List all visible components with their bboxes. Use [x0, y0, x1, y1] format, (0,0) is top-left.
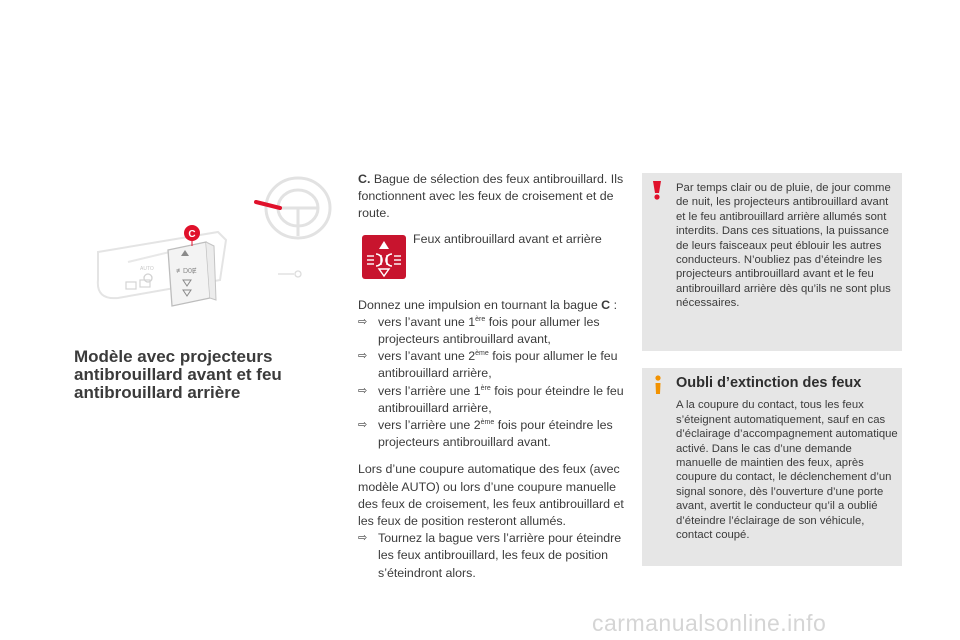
- front-rear-fog-light-icon: [362, 235, 406, 279]
- ordinal-suffix: ème: [475, 350, 489, 358]
- caption-paragraph: [358, 171, 626, 223]
- auto-paragraph: Lors d’une coupure automatique des feux (avec modèle AUTO) ou lors d’une coupure manuelle des feux de croisement, les feux antibrouillard et les feux de position resteront allumés.: [358, 462, 624, 529]
- caption-text: Bague de sélection des feux antibrouillard. Ils fonctionnent avec les feux de croisement et de route.: [358, 172, 624, 221]
- bullet-text: fois pour éteindre les projecteurs antibrouillard avant.: [378, 418, 613, 450]
- info-icon: [650, 374, 666, 396]
- ordinal-suffix: ère: [480, 384, 491, 392]
- section-heading: Modèle avec projecteurs antibrouillard avant et feu antibrouillard arrière: [74, 347, 282, 402]
- bullet-text: vers l’arrière une 2: [378, 418, 481, 433]
- bullet-arrow-icon: ⇨: [358, 419, 368, 432]
- info-box: [642, 368, 902, 566]
- lighting-stalk-illustration: [88, 170, 338, 320]
- auto-bullet-list: [358, 530, 626, 582]
- bullet-text: fois pour allumer les projecteurs antibrouillard avant,: [378, 314, 600, 347]
- symbol-row: [358, 231, 626, 291]
- list-item: [358, 314, 626, 348]
- callout-letter: C: [188, 229, 196, 240]
- warning-exclamation-icon: [648, 179, 666, 201]
- bullet-arrow-icon: ⇨: [358, 384, 368, 397]
- svg-text:≢D0Ɇ: ≢D0Ɇ: [176, 268, 197, 275]
- bullet-text: fois pour éteindre le feu antibrouillard arrière,: [378, 383, 624, 415]
- bullet-text: vers l’arrière une 1: [378, 383, 481, 398]
- svg-text:AUTO: AUTO: [140, 266, 154, 272]
- impulse-intro: [358, 297, 626, 314]
- caption-letter: C.: [358, 172, 371, 186]
- list-item: [358, 348, 626, 382]
- bullet-text: Tournez la bague vers l’arrière pour éteindre les feux antibrouillard, les feux de position s’éteindront alors.: [378, 531, 622, 580]
- bullet-text: vers l’avant une 2: [378, 349, 476, 364]
- warning-box: [642, 173, 902, 351]
- impulse-intro-colon: :: [610, 297, 618, 312]
- bullet-arrow-icon: ⇨: [358, 350, 368, 363]
- bullet-arrow-icon: ⇨: [358, 315, 368, 328]
- symbol-label: Feux antibrouillard avant et arrière: [413, 231, 602, 246]
- info-text: A la coupure du contact, tous les feux s’éteignent automatiquement, sauf en cas d’éclairage d’accompagnement automatique activé. Dans le cas d’une demande manuelle de maintien des feux, après coupure du contact, le déclenchement d’un signal sonore, dès l’ouverture d’une porte avant, avertit le conducteur qu’il a oublié d’éteindre l’éclairage de son véhicule, contact coupé.: [676, 399, 898, 542]
- list-item: [358, 417, 626, 451]
- ordinal-suffix: ème: [480, 418, 495, 426]
- warning-text: Par temps clair ou de pluie, de jour comme de nuit, les projecteurs antibrouillard avant et le feu antibrouillard arrière allumés sont interdits. Dans ces situations, la puissance de leurs faisceaux peut éblouir les autres conducteurs. N’oubliez pas d’éteindre les projecteurs antibrouillard avant et le feu antibrouillard arrière dès qu’ils ne sont plus nécessaires.: [676, 182, 891, 310]
- watermark: carmanualsonline.info: [592, 610, 827, 636]
- impulse-bullet-list: [358, 314, 626, 452]
- bullet-text: fois pour allumer le feu antibrouillard arrière,: [378, 349, 618, 381]
- list-item: [358, 383, 626, 417]
- info-content: [676, 376, 898, 542]
- impulse-ring-letter: C: [601, 297, 611, 312]
- ordinal-suffix: ère: [475, 315, 486, 323]
- list-item: [358, 530, 626, 582]
- impulse-intro-text: Donnez une impulsion en tournant la bague: [358, 297, 602, 312]
- bullet-text: vers l’avant une 1: [378, 314, 476, 329]
- info-title: Oubli d’extinction des feux: [676, 375, 862, 391]
- bullet-arrow-icon: ⇨: [358, 532, 368, 545]
- main-text-column: [358, 171, 626, 582]
